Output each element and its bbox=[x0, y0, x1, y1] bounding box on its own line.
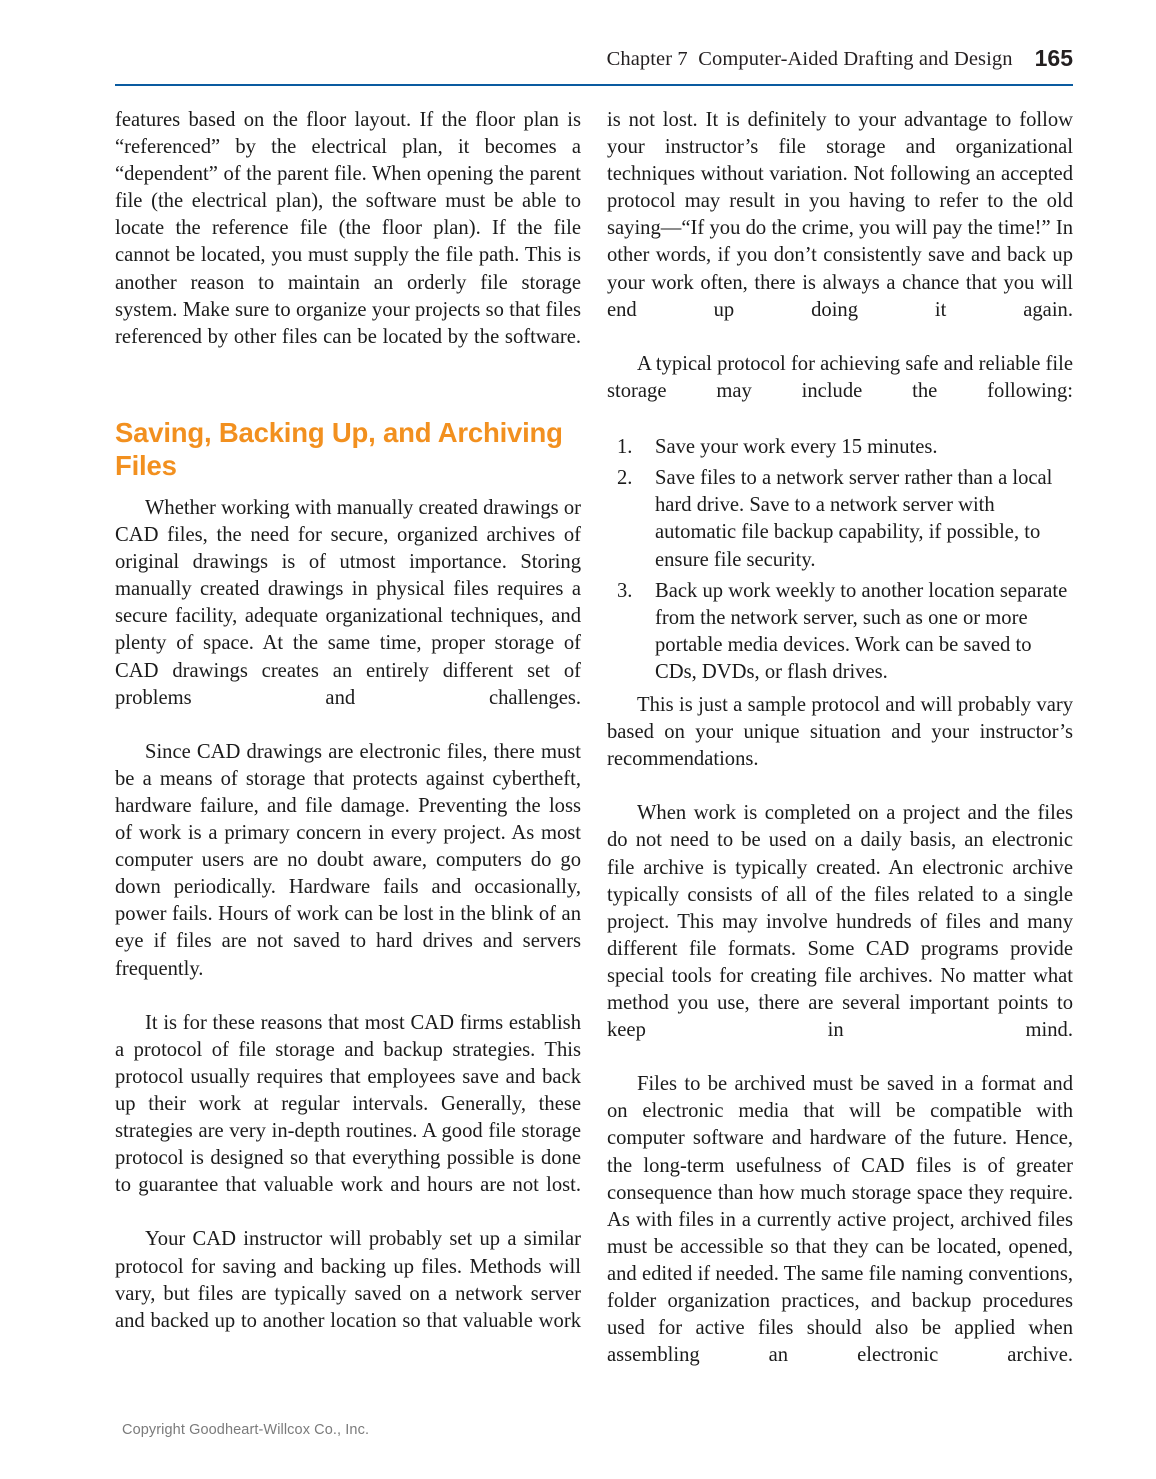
spacer bbox=[115, 483, 581, 495]
page-number: 165 bbox=[1034, 45, 1073, 71]
spacer bbox=[115, 378, 581, 416]
paragraph-when-work-is-completed: When work is completed on a project and the files do not need to be used on a daily basis, an electronic file archive is typically created. An electronic archive typically consists of all of the files related to a single project. This may involve hundreds of files and many different file formats. Some CAD programs provide special tools for creating file archives. No matter what method you use, there are several important points to keep in mind. bbox=[607, 802, 1073, 1042]
list-item bbox=[607, 578, 1073, 686]
paragraph-your-cad-instructor: Your CAD instructor will probably set up a similar protocol for saving and backing up files. Methods will vary, but files are typically saved on a network server and backed up to another location so that valuable work bbox=[115, 1228, 581, 1332]
paragraph-files-to-be-archived: Files to be archived must be saved in a format and on electronic media that will be compatible with computer software and hardware of the future. Hence, the long-term usefulness of CAD files is of greater consequence than how much storage space they require. As with files in a currently active project, archived files must be accessible so that they can be located, opened, and edited if needed. The same file naming conventions, folder organization practices, and backup procedures used for active files should also be applied when assembling an electronic archive. bbox=[607, 1073, 1073, 1367]
list-item-number: 2. bbox=[617, 467, 633, 490]
body-columns bbox=[115, 107, 1073, 1387]
header-divider-rule bbox=[115, 84, 1073, 86]
paragraph-continued-floor-layout: features based on the floor layout. If the floor plan is “referenced” by the electrical plan, it becomes a “dependent” of the parent file. When opening the parent file (the electrical plan), the software must be able to locate the reference file (the floor plan). If the file cannot be located, you must supply the file path. This is another reason to maintain an orderly file storage system. Make sure to organize your projects so that files referenced by other files can be located by the software. bbox=[115, 109, 581, 348]
list-item bbox=[607, 465, 1073, 573]
right-column bbox=[607, 107, 1073, 1396]
paragraph-typical-protocol-intro: A typical protocol for achieving safe and reliable file storage may include the following: bbox=[607, 352, 1073, 402]
list-item bbox=[607, 434, 1073, 461]
paragraph-sample-protocol: This is just a sample protocol and will probably vary based on your unique situation and your instructor’s recommendations. bbox=[607, 693, 1073, 771]
paragraph-whether-working: Whether working with manually created drawings or CAD files, the need for secure, organized archives of original drawings is of utmost importance. Storing manually created drawings in physical files requires a secure facility, adequate organizational techniques, and plenty of space. At the same time, proper storage of CAD drawings creates an entirely different set of problems and challenges. bbox=[115, 496, 581, 709]
list-item-text: Save files to a network server rather than a local hard drive. Save to a network server with automatic file backup capability, if possible, to ensure file security. bbox=[655, 467, 1053, 571]
paragraph-since-cad-drawings: Since CAD drawings are electronic files, there must be a means of storage that protects against cybertheft, hardware failure, and file damage. Preventing the loss of work is a primary concern in every project. As most computer users are no doubt aware, computers do go down periodically. Hardware fails and occasionally, power fails. Hours of work can be lost in the blink of an eye if files are not saved to hard drives and servers frequently. bbox=[115, 740, 581, 980]
list-item-text: Back up work weekly to another location separate from the network server, such as one or more portable media devices. Work can be saved to CDs, DVDs, or flash drives. bbox=[655, 579, 1068, 683]
list-item-text: Save your work every 15 minutes. bbox=[655, 436, 938, 459]
left-column bbox=[115, 107, 581, 1362]
chapter-title: Chapter 7 Computer-Aided Drafting and Design bbox=[606, 48, 1013, 70]
paragraph-it-is-for-these-reasons: It is for these reasons that most CAD firms establish a protocol of file storage and backup strategies. This protocol usually requires that employees save and back up their work at regular intervals. Generally, these strategies are very in-depth routines. A good file storage protocol is designed so that everything possible is done to guarantee that valuable work and hours are not lost. bbox=[115, 1011, 581, 1197]
paragraph-is-not-lost: is not lost. It is definitely to your advantage to follow your instructor’s file storage and organizational techniques without variation. Not following an accepted protocol may result in you having to refer to the old saying—“If you do the crime, you will pay the time!” In other words, if you don’t consistently save and back up your work often, there is always a chance that you will end up doing it again. bbox=[607, 109, 1073, 321]
running-header bbox=[115, 45, 1073, 82]
footer-copyright: Copyright Goodheart-Willcox Co., Inc. bbox=[122, 1422, 370, 1438]
list-item-number: 3. bbox=[617, 579, 633, 602]
protocol-numbered-list bbox=[607, 434, 1073, 686]
list-item-number: 1. bbox=[617, 436, 633, 459]
section-heading-saving-backing-up-archiving: Saving, Backing Up, and Archiving Files bbox=[115, 416, 563, 482]
